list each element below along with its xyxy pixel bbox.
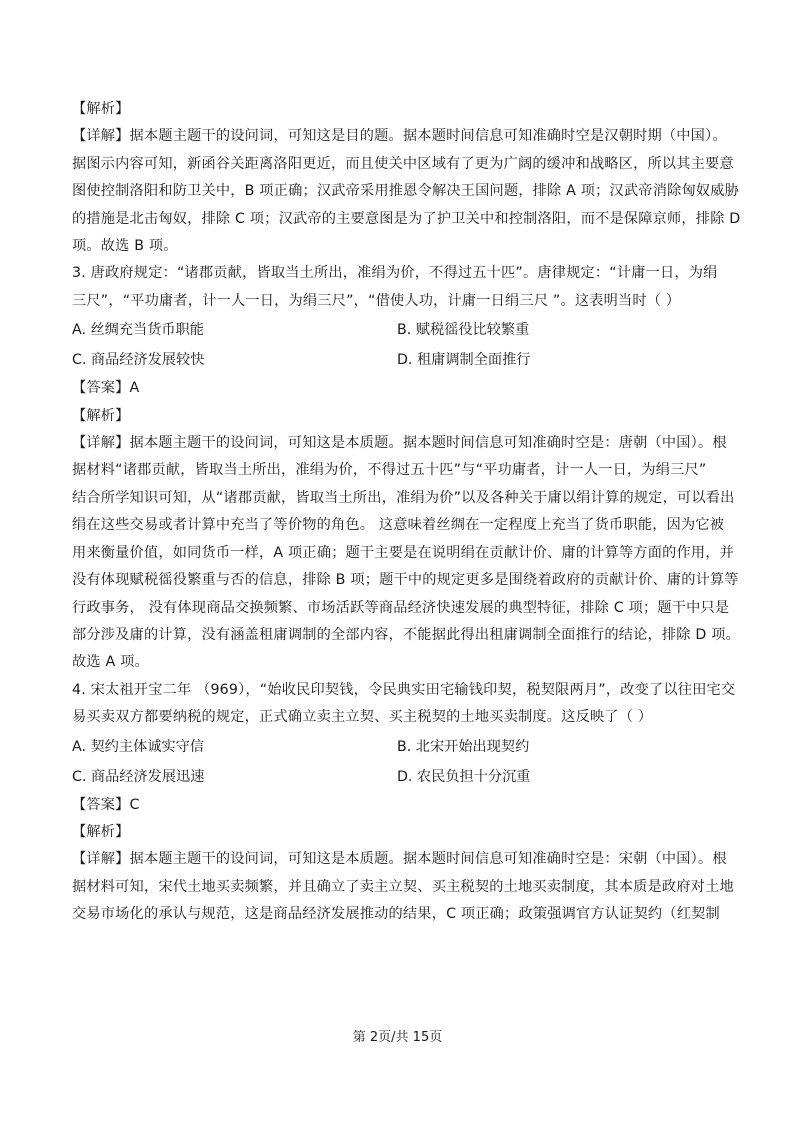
analysis-line: 据图示内容可知，新函谷关距离洛阳更近，而且使关中区域有了更为广阔的缓冲和战略区，所以其主要意 — [72, 155, 734, 172]
analysis-line: 绢在这些交易或者计算中充当了等价物的角色。 这意味着丝绸在一定程度上充当了货币职能，因为它被 — [72, 517, 725, 534]
question-stem: 3. 唐政府规定：“诸郡贡献，皆取当土所出，准绢为价，不得过五十匹”。唐律规定：“计庸一日，为绢 — [72, 265, 718, 282]
analysis-label: 【解析】 — [72, 823, 130, 840]
options-row — [72, 732, 723, 762]
analysis-line: 部分涉及庸的计算，没有涵盖租庸调制的全部内容，不能据此得出租庸调制全面推行的结论，排除 D 项。 — [72, 626, 740, 643]
answer: 【答案】C — [72, 796, 140, 813]
option-b: B. 北宋开始出现契约 — [397, 738, 530, 755]
options-row — [72, 762, 723, 792]
analysis-label: 【解析】 — [72, 101, 130, 117]
option-b: B. 赋税徭役比较繁重 — [397, 322, 530, 339]
option-c: C. 商品经济发展较快 — [72, 352, 205, 369]
analysis-line: 故选 A 项。 — [72, 654, 149, 671]
options-row — [72, 315, 723, 345]
question-stem: 易买卖双方都要纳税的规定，正式确立卖主立契、买主税契的土地买卖制度。这反映了（ ） — [72, 709, 653, 726]
analysis-line: 图使控制洛阳和防卫关中，B 项正确；汉武帝采用推恩令解决王国问题，排除 A 项；汉武帝消除匈奴威胁 — [72, 183, 740, 200]
analysis-line: 没有体现赋税徭役繁重与否的信息，排除 B 项；题干中的规定更多是围绕着政府的贡献计价、庸的计算等 — [72, 572, 739, 589]
analysis-line: 的措施是北击匈奴，排除 C 项；汉武帝的主要意图是为了护卫关中和控制洛阳，而不是保障京师，排除 D — [72, 210, 741, 227]
q2-analysis — [72, 123, 741, 260]
analysis-line: 行政事务， 没有体现商品交换频繁、市场活跃等商品经济快速发展的典型特征，排除 C 项；题干中只是 — [72, 599, 730, 616]
option-c: C. 商品经济发展迅速 — [72, 768, 205, 785]
question-3 — [72, 260, 740, 676]
options-row — [72, 345, 723, 375]
option-a: A. 契约主体诚实守信 — [72, 738, 204, 755]
analysis-line: 据材料“诸郡贡献，皆取当土所出，准绢为价，不得过五十匹”与“平功庸者，计一人一日，为绢三尺” — [72, 462, 707, 479]
question-4 — [72, 677, 736, 929]
option-a: A. 丝绸充当货币职能 — [72, 322, 204, 339]
question-stem: 4. 宋太祖开宝二年 （969），“始收民印契钱，令民典实田宅输钱印契，税契限两月”，改变了以往田宅交 — [72, 681, 736, 698]
analysis-line: 【详解】据本题主题干的设问词，可知这是本质题。据本题时间信息可知准确时空是：唐朝（中国）。根 — [72, 435, 727, 452]
answer: 【答案】A — [72, 380, 140, 397]
option-d: D. 租庸调制全面推行 — [397, 352, 531, 369]
option-d: D. 农民负担十分沉重 — [397, 768, 531, 785]
analysis-line: 结合所学知识可知，从“诸郡贡献，皆取当土所出，准绢为价”以及各种关于庸以绢计算的规定，可以看出 — [72, 489, 735, 506]
analysis-line: 交易市场化的承认与规范，这是商品经济发展推动的结果，C 项正确；政策强调官方认证契约（红契制 — [72, 906, 720, 923]
question-stem: 三尺”，“平功庸者，计一人一日，为绢三尺”，“借使人功，计庸一日绢三尺 ”。这表明当时（ ） — [72, 292, 681, 309]
page-number: 第 2页/共 15页 — [352, 1030, 443, 1045]
analysis-line: 据材料可知，宋代土地买卖频繁，并且确立了卖主立契、买主税契的土地买卖制度，其本质是政府对土地 — [72, 878, 734, 895]
analysis-line: 【详解】据本题主题干的设问词，可知这是本质题。据本题时间信息可知准确时空是：宋朝（中国）。根 — [72, 851, 727, 868]
analysis-line: 【详解】据本题主题干的设问词，可知这是目的题。据本题时间信息可知准确时空是汉朝时期（中国）。 — [72, 128, 727, 145]
analysis-label: 【解析】 — [72, 407, 130, 424]
analysis-line: 用来衡量价值，如同货币一样，A 项正确；题干主要是在说明绢在贡献计价、庸的计算等方面的作用，并 — [72, 544, 735, 561]
analysis-line: 项。故选 B 项。 — [72, 238, 178, 255]
